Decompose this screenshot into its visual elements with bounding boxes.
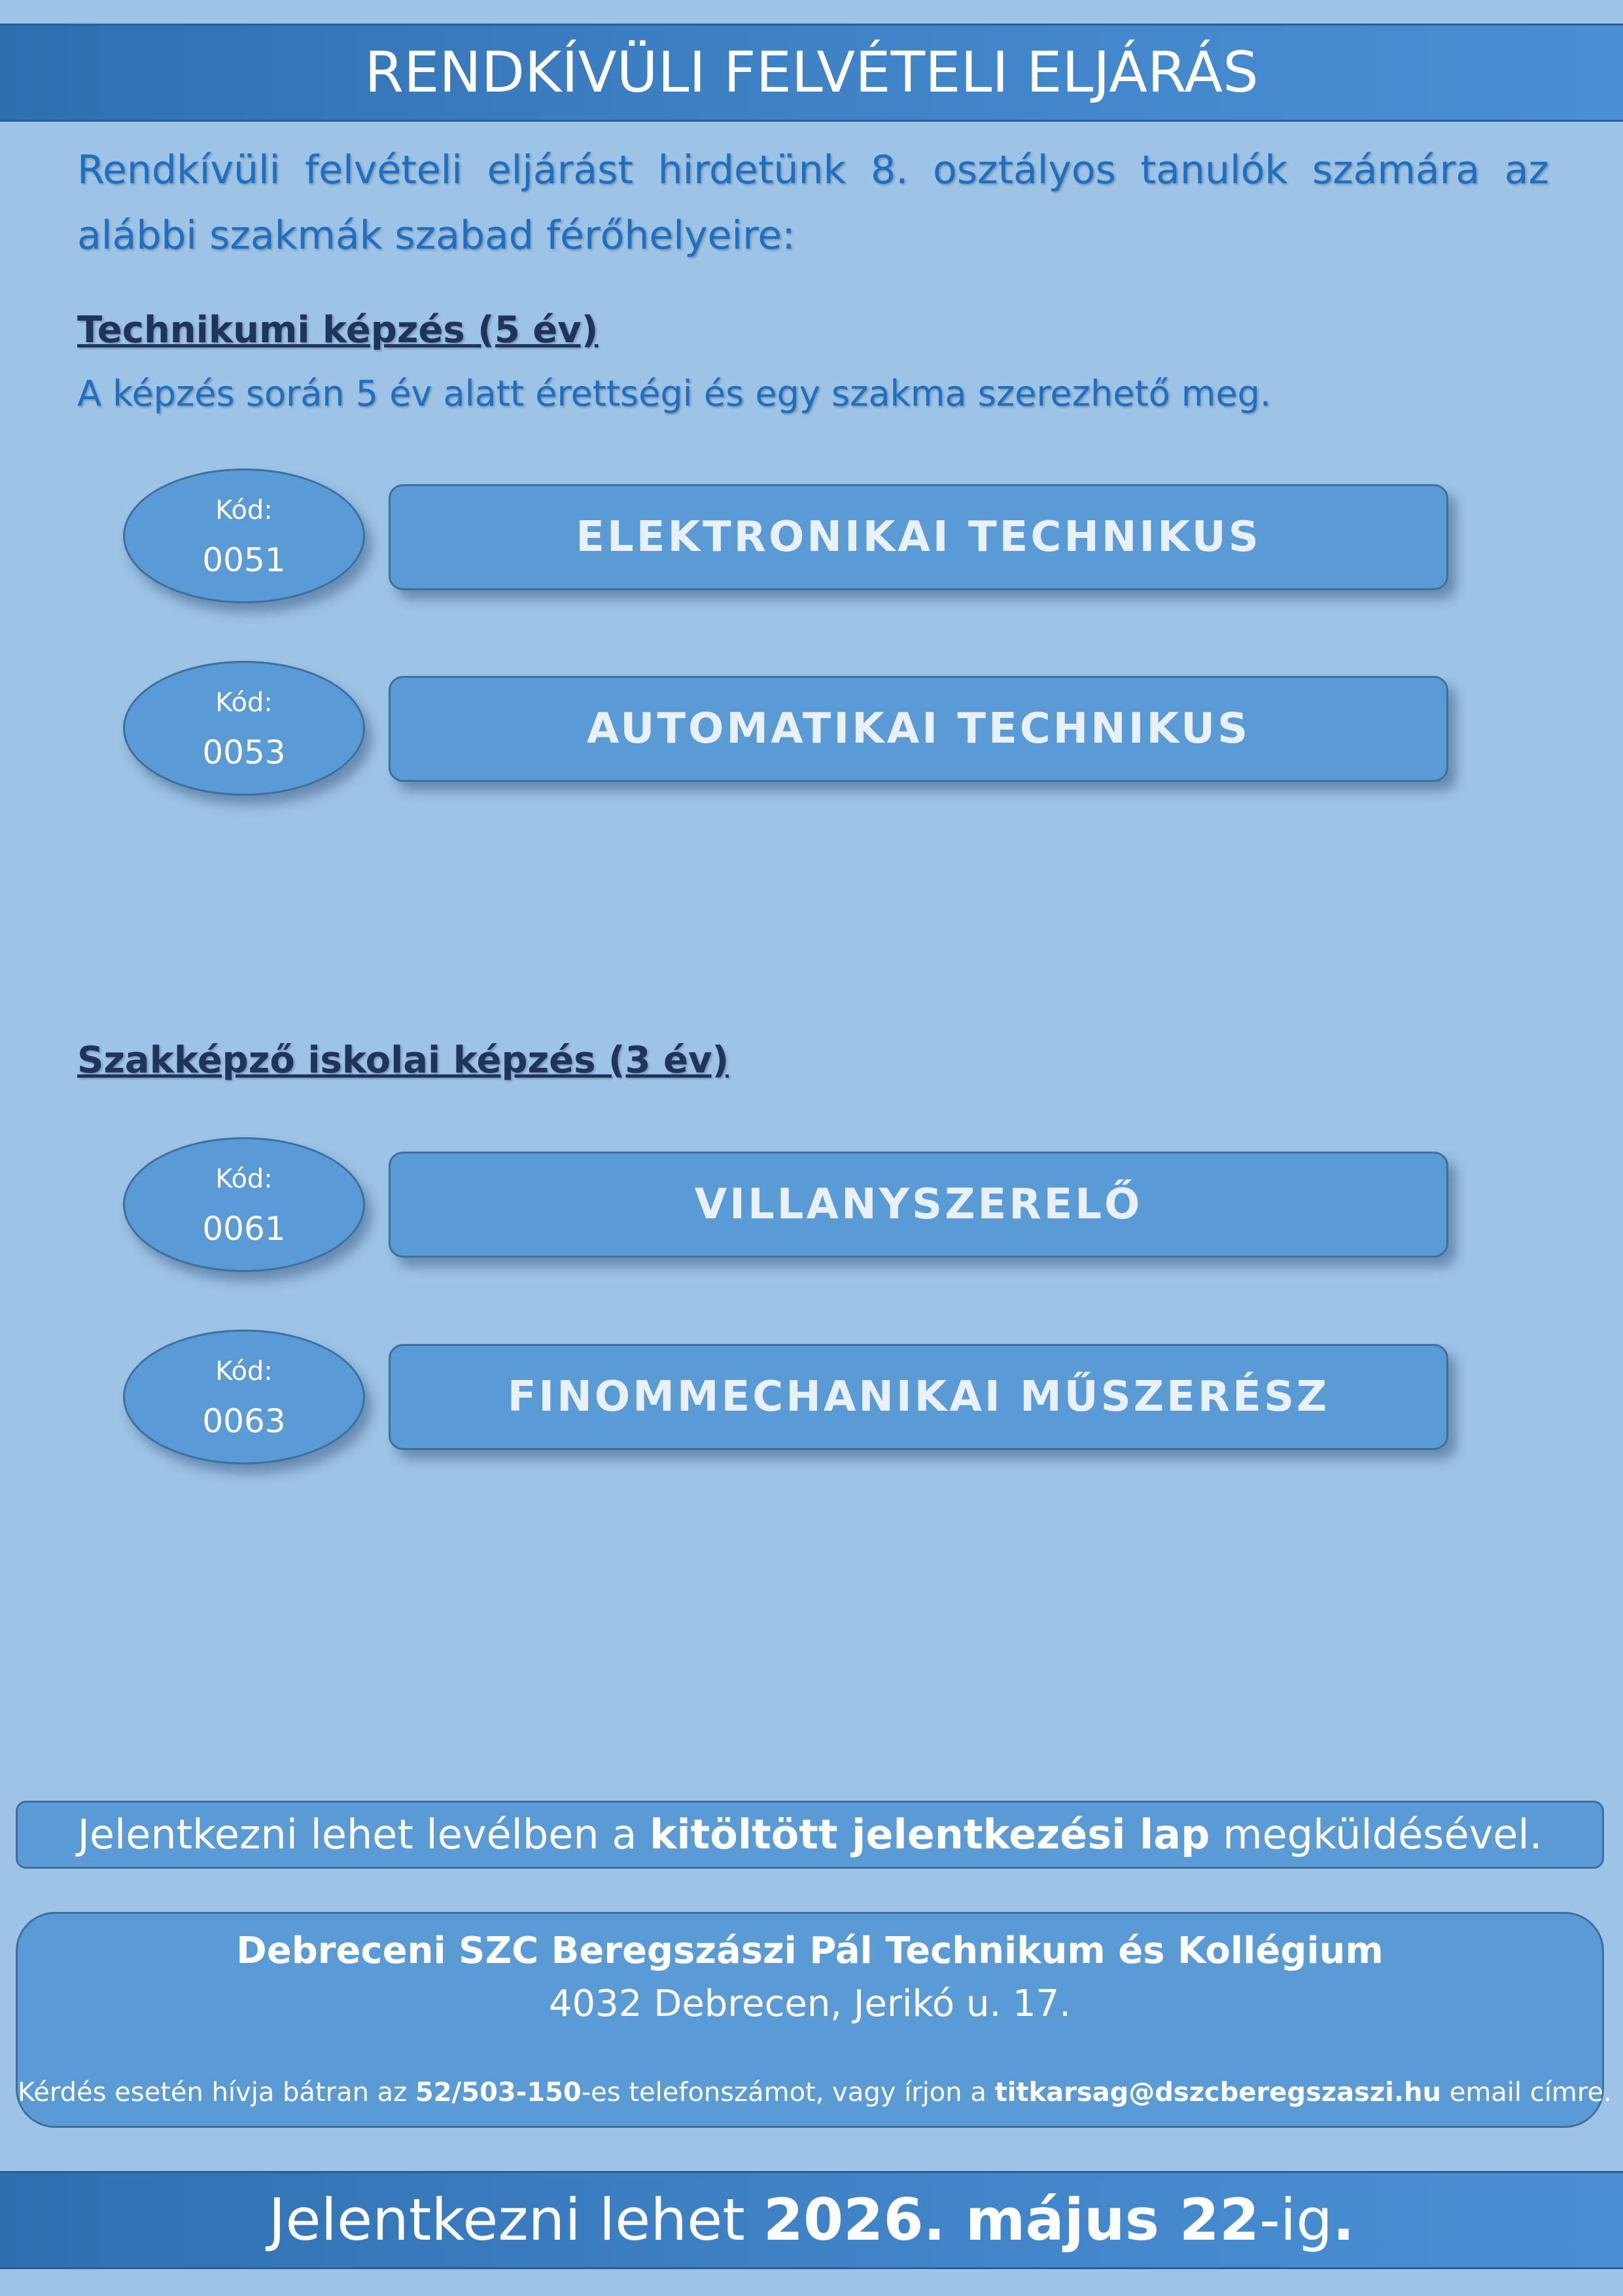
- deadline-prefix: Jelentkezni lehet: [268, 2186, 763, 2253]
- code-label: Kód:: [215, 688, 273, 718]
- code-value: 0061: [202, 1210, 286, 1248]
- program-villanyszerelo: VILLANYSZERELŐ: [389, 1152, 1448, 1258]
- section-title-technikum: Technikumi képzés (5 év): [77, 309, 599, 351]
- application-text-suffix: megküldésével.: [1210, 1810, 1543, 1858]
- code-label: Kód:: [215, 1164, 273, 1194]
- program-automatikai-technikus: AUTOMATIKAI TECHNIKUS: [389, 676, 1448, 782]
- application-text-prefix: Jelentkezni lehet levélben a: [77, 1810, 650, 1858]
- application-form-highlight: kitöltött jelentkezési lap: [650, 1810, 1210, 1858]
- code-label: Kód:: [215, 1356, 273, 1386]
- code-value: 0051: [202, 541, 286, 579]
- code-badge-0061: [123, 1137, 365, 1272]
- deadline-date: 2026. május 22: [763, 2186, 1260, 2253]
- school-name: Debreceni SZC Beregszászi Pál Technikum és Kollégium: [236, 1930, 1384, 1972]
- program-elektronikai-technikus: ELEKTRONIKAI TECHNIKUS: [389, 484, 1448, 590]
- header-banner: [0, 24, 1623, 122]
- page-title: RENDKÍVÜLI FELVÉTELI ELJÁRÁS: [364, 40, 1259, 105]
- school-address: 4032 Debrecen, Jerikó u. 17.: [548, 1983, 1072, 2025]
- section-title-szakkepzo: Szakképző iskolai képzés (3 év): [77, 1039, 729, 1082]
- deadline-suffix: -ig: [1259, 2186, 1333, 2253]
- section-description-technikum: A képzés során 5 év alatt érettségi és egy szakma szerezhető meg.: [77, 373, 1272, 414]
- program-finommechanikai-muszeresz: FINOMMECHANIKAI MŰSZERÉSZ: [389, 1344, 1448, 1450]
- contact-line: [18, 2077, 1612, 2108]
- contact-text-prefix: Kérdés esetén hívja bátran az: [18, 2077, 415, 2108]
- code-badge-0051: [123, 468, 365, 603]
- school-info-box: [16, 1912, 1612, 2128]
- code-badge-0053: [123, 661, 365, 796]
- code-value: 0063: [202, 1402, 286, 1440]
- contact-text-middle: -es telefonszámot, vagy írjon a: [581, 2077, 995, 2108]
- code-badge-0063: [123, 1330, 365, 1464]
- phone-number: 52/503-150: [415, 2077, 582, 2108]
- intro-text: Rendkívüli felvételi eljárást hirdetünk 8. osztályos tanulók számára az alábbi szakmák szabad férőhelyeire:: [77, 147, 1549, 258]
- code-label: Kód:: [215, 495, 273, 525]
- application-info: [16, 1801, 1604, 1869]
- code-value: 0053: [202, 733, 286, 771]
- contact-text-suffix: email címre.: [1441, 2077, 1612, 2108]
- deadline-banner: [0, 2171, 1623, 2269]
- deadline-period: .: [1333, 2186, 1355, 2253]
- email-address: titkarsag@dszcberegszaszi.hu: [994, 2077, 1441, 2108]
